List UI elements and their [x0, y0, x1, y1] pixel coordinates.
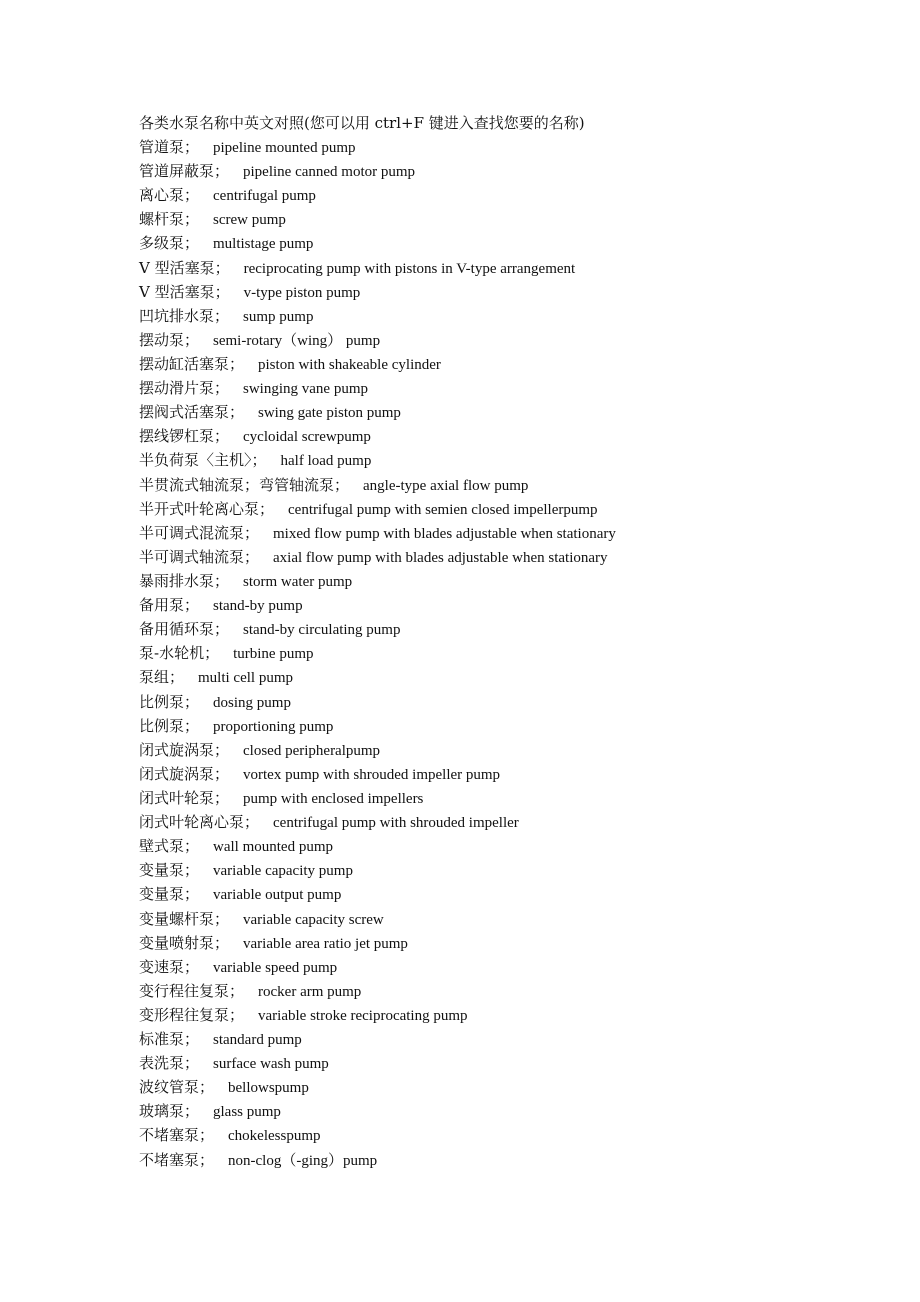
term-row — [139, 207, 819, 231]
chinese-term: 管道泵； — [139, 138, 200, 156]
term-row — [139, 1051, 819, 1075]
chinese-term: V 型活塞泵； — [139, 258, 230, 277]
term-row — [139, 665, 819, 689]
english-term: chokelesspump — [228, 1128, 321, 1145]
term-row — [139, 1099, 819, 1123]
term-row — [139, 400, 819, 424]
term-list — [139, 135, 819, 1172]
english-term: variable capacity pump — [213, 863, 353, 880]
term-row — [139, 497, 819, 521]
term-row — [139, 931, 819, 955]
term-row — [139, 448, 819, 472]
chinese-term: 泵组； — [139, 668, 185, 687]
english-term: multi cell pump — [198, 670, 294, 687]
term-row — [139, 473, 819, 497]
term-row — [139, 1075, 819, 1099]
term-row — [139, 521, 819, 545]
chinese-term: 离心泵； — [139, 186, 200, 205]
chinese-term: 管道屏蔽泵； — [139, 162, 230, 181]
chinese-term: 泵-水轮机； — [139, 644, 220, 663]
chinese-term: 半贯流式轴流泵；弯管轴流泵； — [139, 475, 350, 494]
term-row — [139, 617, 819, 641]
english-term: closed peripheralpump — [243, 742, 381, 759]
chinese-term: 变量泵； — [139, 861, 200, 880]
english-term: pump with enclosed impellers — [243, 790, 424, 807]
chinese-term: 闭式旋涡泵； — [139, 740, 230, 759]
term-row — [139, 231, 819, 255]
chinese-term: 波纹管泵； — [139, 1078, 215, 1097]
term-row — [139, 955, 819, 979]
english-term: bellowspump — [228, 1080, 309, 1097]
term-row — [139, 183, 819, 207]
term-row — [139, 159, 819, 183]
chinese-term: 壁式泵； — [139, 837, 200, 856]
english-term: cycloidal screwpump — [243, 429, 371, 446]
term-row — [139, 714, 819, 738]
chinese-term: 比例泵； — [139, 692, 200, 711]
english-term: stand-by circulating pump — [243, 622, 401, 639]
chinese-term: V 型活塞泵； — [139, 282, 230, 301]
english-term: vortex pump with shrouded impeller pump — [243, 766, 501, 783]
term-row — [139, 1027, 819, 1051]
chinese-term: 摆线锣杠泵； — [139, 427, 230, 446]
english-term: turbine pump — [233, 646, 314, 663]
chinese-term: 变形程往复泵； — [139, 1005, 245, 1024]
chinese-term: 玻璃泵； — [139, 1102, 200, 1121]
english-term: semi-rotary（wing） pump — [213, 332, 381, 349]
term-row — [139, 569, 819, 593]
chinese-term: 不堵塞泵； — [139, 1150, 215, 1169]
chinese-term: 半开式叶轮离心泵； — [139, 499, 275, 518]
document-title: 各类水泵名称中英文对照(您可以用 ctrl+F 键进入查找您要的名称) — [139, 114, 585, 132]
term-row — [139, 979, 819, 1003]
english-term: proportioning pump — [213, 718, 334, 735]
chinese-term: 变速泵； — [139, 957, 200, 976]
english-term: variable output pump — [213, 887, 342, 904]
chinese-term: 半可调式混流泵； — [139, 523, 260, 542]
term-row — [139, 858, 819, 882]
chinese-term: 摆动滑片泵； — [139, 379, 230, 398]
english-term: variable stroke reciprocating pump — [258, 1007, 468, 1024]
term-row — [139, 328, 819, 352]
english-term: mixed flow pump with blades adjustable when stationary — [273, 525, 616, 542]
english-term: multistage pump — [213, 236, 314, 253]
english-term: surface wash pump — [213, 1056, 329, 1073]
chinese-term: 比例泵； — [139, 716, 200, 735]
english-term: glass pump — [213, 1104, 281, 1121]
term-row — [139, 304, 819, 328]
english-term: rocker arm pump — [258, 983, 362, 1000]
term-row — [139, 135, 819, 159]
term-row — [139, 352, 819, 376]
term-row — [139, 545, 819, 569]
document-page — [139, 111, 819, 1172]
term-row — [139, 690, 819, 714]
chinese-term: 半负荷泵〈主机〉； — [139, 451, 267, 470]
chinese-term: 摆动泵； — [139, 330, 200, 349]
english-term: v-type piston pump — [243, 284, 361, 301]
english-term: variable capacity screw — [243, 911, 384, 928]
english-term: pipeline mounted pump — [213, 140, 356, 156]
term-row — [139, 280, 819, 304]
term-row — [139, 256, 819, 280]
term-row — [139, 810, 819, 834]
term-row — [139, 593, 819, 617]
chinese-term: 标准泵； — [139, 1030, 200, 1049]
english-term: variable speed pump — [213, 959, 338, 976]
chinese-term: 闭式旋涡泵； — [139, 764, 230, 783]
chinese-term: 凹坑排水泵； — [139, 306, 230, 325]
english-term: centrifugal pump — [213, 188, 316, 205]
chinese-term: 闭式叶轮离心泵； — [139, 813, 260, 832]
chinese-term: 变量螺杆泵； — [139, 909, 230, 928]
english-term: axial flow pump with blades adjustable when stationary — [273, 549, 608, 566]
term-row — [139, 1003, 819, 1027]
chinese-term: 闭式叶轮泵； — [139, 788, 230, 807]
chinese-term: 摆动缸活塞泵； — [139, 354, 245, 373]
chinese-term: 多级泵； — [139, 234, 200, 253]
chinese-term: 变量喷射泵； — [139, 933, 230, 952]
term-row — [139, 376, 819, 400]
term-row — [139, 738, 819, 762]
term-row — [139, 907, 819, 931]
chinese-term: 螺杆泵； — [139, 210, 200, 229]
english-term: centrifugal pump with semien closed impellerpump — [288, 501, 598, 518]
english-term: wall mounted pump — [213, 839, 334, 856]
english-term: angle-type axial flow pump — [363, 477, 529, 494]
english-term: storm water pump — [243, 573, 353, 590]
chinese-term: 变量泵； — [139, 885, 200, 904]
chinese-term: 表洗泵； — [139, 1054, 200, 1073]
chinese-term: 摆阀式活塞泵； — [139, 403, 245, 422]
english-term: sump pump — [243, 308, 314, 325]
english-term: reciprocating pump with pistons in V-type arrangement — [243, 260, 576, 277]
chinese-term: 不堵塞泵； — [139, 1126, 215, 1145]
english-term: screw pump — [213, 212, 286, 229]
english-term: swing gate piston pump — [258, 405, 401, 422]
english-term: dosing pump — [213, 694, 291, 711]
english-term: centrifugal pump with shrouded impeller — [273, 815, 519, 832]
english-term: piston with shakeable cylinder — [258, 356, 441, 373]
term-row — [139, 641, 819, 665]
english-term: non-clog（-ging）pump — [228, 1152, 378, 1169]
term-row — [139, 762, 819, 786]
term-row — [139, 1148, 819, 1172]
chinese-term: 暴雨排水泵； — [139, 571, 230, 590]
english-term: variable area ratio jet pump — [243, 935, 408, 952]
chinese-term: 备用泵； — [139, 596, 200, 615]
english-term: pipeline canned motor pump — [243, 164, 416, 181]
chinese-term: 半可调式轴流泵； — [139, 547, 260, 566]
english-term: half load pump — [280, 453, 372, 470]
english-term: stand-by pump — [213, 598, 303, 615]
term-row — [139, 882, 819, 906]
chinese-term: 备用循环泵； — [139, 620, 230, 639]
english-term: swinging vane pump — [243, 381, 369, 398]
term-row — [139, 786, 819, 810]
english-term: standard pump — [213, 1032, 302, 1049]
term-row — [139, 834, 819, 858]
term-row — [139, 1123, 819, 1147]
term-row — [139, 424, 819, 448]
chinese-term: 变行程往复泵； — [139, 981, 245, 1000]
